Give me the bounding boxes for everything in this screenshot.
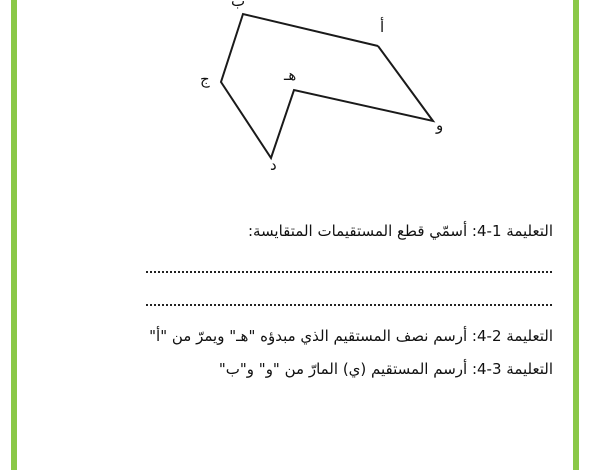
instruction-1: التعليمة 1-4: أسمّي قطع المستقيمات المتقايسة: [247,222,553,240]
instruction-3: التعليمة 3-4: أرسم المستقيم (ي) المارّ من "و" و"ب" [218,360,553,378]
vertex-label-dal: د [270,156,277,174]
geometry-figure [0,0,595,200]
polygon-outline [221,14,433,158]
polygon-drawing [0,0,595,200]
vertex-label-waw: و [436,116,444,134]
vertex-label-ba: ب [231,0,246,10]
answer-line-2[interactable] [146,304,552,306]
instruction-2: التعليمة 2-4: أرسم نصف المستقيم الذي مبدؤه "هـ" ويمرّ من "أ" [149,327,553,345]
vertex-label-alef: أ [380,18,385,36]
answer-line-1[interactable] [146,271,552,273]
vertex-label-jeem: ج [200,70,210,88]
vertex-label-ha: هـ [284,66,297,84]
